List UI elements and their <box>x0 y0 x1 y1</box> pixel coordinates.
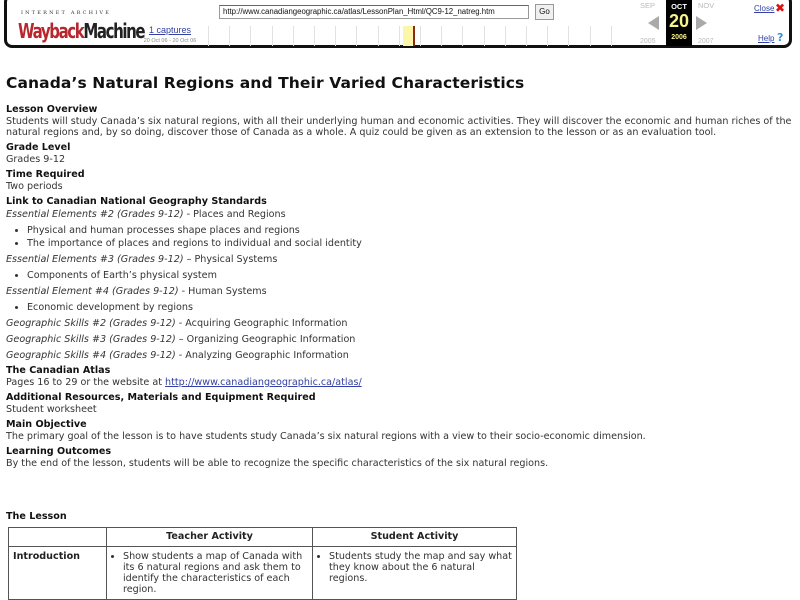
list-item: • Physical and human processes shape places and regions <box>27 224 796 237</box>
skill-line: Geographic Skills #3 (Grades 9-12) – Organizing Geographic Information <box>6 334 356 345</box>
objective-heading: Main Objective <box>6 419 87 430</box>
url-input[interactable]: http://www.canadiangeographic.ca/atlas/LessonPlan_Html/QC9-12_natreg.htm <box>219 5 529 19</box>
list-item: • Economic development by regions <box>27 301 796 314</box>
grade-heading: Grade Level <box>6 142 71 153</box>
captures-link[interactable]: 1 captures <box>148 25 192 35</box>
outcomes-text: By the end of the lesson, students will be able to recognize the specific characteristics of the six natural regions. <box>6 458 549 469</box>
list-item: • Students study the map and say what they know about the 6 natural regions. <box>329 551 512 584</box>
objective-text: The primary goal of the lesson is to have students study Canada’s six natural regions with a view to their socio-economic dimension. <box>6 431 646 442</box>
column-header: Teacher Activity <box>107 528 313 547</box>
captures-info <box>134 25 206 44</box>
standard-group: Essential Element #4 (Grades 9-12) - Human Systems <box>6 286 267 297</box>
table-header-row <box>9 528 517 547</box>
next-year-label: 2007 <box>698 38 714 45</box>
atlas-website-link[interactable]: http://www.canadiangeographic.ca/atlas/ <box>165 377 362 388</box>
skill-line: Geographic Skills #2 (Grades 9-12) - Acquiring Geographic Information <box>6 318 348 329</box>
list-item: • Components of Earth’s physical system <box>27 269 796 282</box>
overview-text: Students will study Canada’s six natural regions, with all their underlying human and economic activities. They will discover the economic and human riches of the natural regions and, by so doing, discover those of Canada as a whole. A quiz could be given as an extension to the lesson or as an evaluation tool. <box>6 116 792 138</box>
close-link[interactable]: Close <box>754 4 775 13</box>
resources-text: Student worksheet <box>6 404 97 415</box>
column-header: Student Activity <box>313 528 517 547</box>
time-heading: Time Required <box>6 169 85 180</box>
skill-line: Geographic Skills #4 (Grades 9-12) - Analyzing Geographic Information <box>6 350 349 361</box>
current-capture-date <box>666 0 692 46</box>
phase-cell: Introduction <box>9 547 107 600</box>
standard-group: Essential Elements #2 (Grades 9-12) - Places and Regions <box>6 209 286 220</box>
logo-wayback-machine-text: WaybackMachine <box>18 19 145 44</box>
current-day: 20 <box>668 11 690 31</box>
next-month-label: NOV <box>698 1 715 10</box>
prev-year-label: 2005 <box>640 38 656 45</box>
prev-capture-arrow-icon[interactable] <box>648 16 659 30</box>
standard-group: Essential Elements #3 (Grades 9-12) – Physical Systems <box>6 254 278 265</box>
wayback-logo[interactable] <box>18 8 145 44</box>
next-capture-arrow-icon[interactable] <box>696 16 707 30</box>
lesson-table <box>8 527 517 600</box>
outcomes-heading: Learning Outcomes <box>6 446 112 457</box>
column-header <box>9 528 107 547</box>
atlas-heading: The Canadian Atlas <box>6 365 111 376</box>
wayback-toolbar <box>0 0 800 52</box>
calendar-navigator <box>638 0 748 48</box>
current-month: OCT <box>671 2 687 11</box>
table-row <box>9 547 517 600</box>
atlas-text: Pages 16 to 29 or the website at http://www.canadiangeographic.ca/atlas/ <box>6 377 362 388</box>
time-text: Two periods <box>6 181 63 192</box>
captures-range: 20 Oct 06 - 20 Oct 06 <box>143 38 197 44</box>
grade-text: Grades 9-12 <box>6 154 66 165</box>
standard-bullets <box>6 301 796 314</box>
help-icon[interactable]: ? <box>777 31 784 44</box>
resources-heading: Additional Resources, Materials and Equipment Required <box>6 392 316 403</box>
list-item: • Show students a map of Canada with its 6 natural regions and ask them to identify the characteristics of each region. <box>123 551 308 595</box>
go-button[interactable]: Go <box>535 4 554 20</box>
prev-month-label: SEP <box>640 1 656 10</box>
teacher-activity-cell <box>107 547 313 600</box>
page-title: Canada’s Natural Regions and Their Varied Characteristics <box>6 74 525 92</box>
standards-heading: Link to Canadian National Geography Standards <box>6 196 267 207</box>
list-item: • The importance of places and regions to individual and social identity <box>27 237 796 250</box>
logo-internet-archive-text: INTERNET ARCHIVE <box>21 10 112 16</box>
close-icon[interactable]: ✖ <box>775 1 786 15</box>
standard-bullets <box>6 269 796 282</box>
current-year: 2006 <box>671 34 687 41</box>
help-link[interactable]: Help <box>758 34 775 43</box>
capture-marker[interactable] <box>413 26 415 46</box>
lesson-heading: The Lesson <box>6 511 67 522</box>
student-activity-cell <box>313 547 517 600</box>
capture-sparkline[interactable] <box>208 24 632 48</box>
standard-bullets <box>6 224 796 250</box>
lesson-page <box>6 74 796 600</box>
overview-heading: Lesson Overview <box>6 104 98 115</box>
